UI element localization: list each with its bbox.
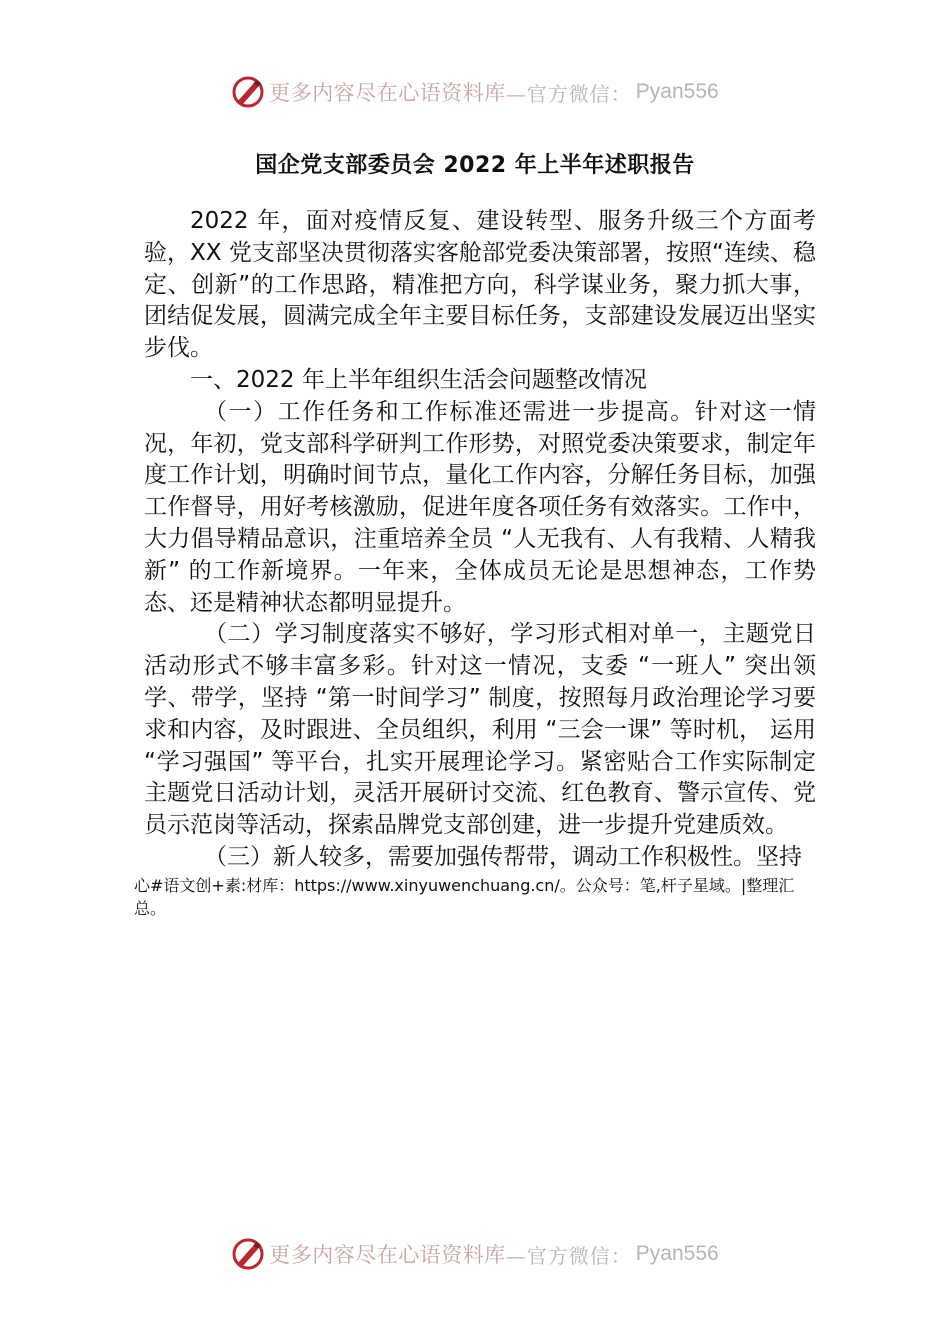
header-watermark-banner bbox=[0, 70, 950, 114]
banner-wechat-label: —官方微信： bbox=[505, 1243, 632, 1268]
paragraph-item-3: （三）新人较多，需要加强传帮带，调动工作积极性。坚持 bbox=[204, 843, 802, 870]
pen-logo-icon bbox=[231, 1237, 265, 1271]
paragraph-intro: 2022 年，面对疫情反复、建设转型、服务升级三个方面考验，XX 党支部坚决贯彻落实客舱部党委决策部署，按照“连续、稳定、创新”的工作思路，精准把方向，科学谋业务，聚力抓大事，团结促发展，圆满完成全年主要目标任务，支部建设发展迈出坚实步伐。 bbox=[144, 208, 816, 362]
paragraph-item-2: （二）学习制度落实不够好，学习形式相对单一，主题党日活动形式不够丰富多彩。针对这一情况，支委 “一班人” 突出领学、带学，坚持 “第一时间学习” 制度，按照每月政治理论学习要求和内容，及时跟进、全员组织，利用 “三会一课” 等时机， 运用 “学习强国” 等平台，扎实开展理论学习。紧密贴合工作实际制定主题党日活动计划，灵活开展研讨交流、红色教育、警示宣传、党员示范岗等活动，探索品牌党支部创建，进一步提升党建质效。 bbox=[144, 621, 816, 839]
source-note: 心#语文创+素:材库：https://www.xinyuwenchuang.cn/。公众号：笔,杆子星域。|整理汇总。 bbox=[134, 876, 795, 918]
pen-logo-icon bbox=[231, 75, 265, 109]
document-body bbox=[144, 206, 816, 874]
banner-wechat-label: —官方微信： bbox=[505, 81, 632, 106]
document-title: 国企党支部委员会 2022 年上半年述职报告 bbox=[255, 153, 695, 178]
section-heading-1: 一、2022 年上半年组织生活会问题整改情况 bbox=[190, 366, 647, 393]
banner-text: 更多内容尽在心语资料库 bbox=[269, 1243, 506, 1267]
paragraph-item-1: （一）工作任务和工作标准还需进一步提高。针对这一情况，年初，党支部科学研判工作形势，对照党委决策要求，制定年度工作计划，明确时间节点，量化工作内容，分解任务目标，加强工作督导，用好考核激励，促进年度各项任务有效落实。工作中， 大力倡导精品意识，注重培养全员 “人无我有、人有我精、人精我新” 的工作新境界。一年来，全体成员无论是思想神态，工作势态、还是精神状态都明显提升。 bbox=[144, 398, 816, 616]
banner-text: 更多内容尽在心语资料库 bbox=[269, 81, 506, 105]
footer-watermark-banner bbox=[0, 1232, 950, 1276]
banner-wechat-id: Pyan556 bbox=[635, 80, 719, 103]
banner-wechat-id: Pyan556 bbox=[635, 1242, 719, 1265]
